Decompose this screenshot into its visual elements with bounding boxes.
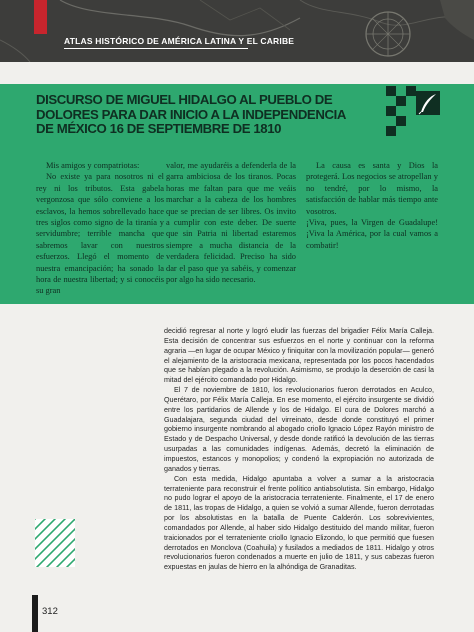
- speech-column-2: [166, 160, 296, 285]
- checker-pattern: [386, 86, 416, 136]
- article-body: [164, 327, 434, 573]
- accent-bar: [34, 0, 47, 34]
- speech-salutation: Mis amigos y compatriotas:: [46, 161, 140, 170]
- speech-paragraph: valor, me ayudaréis a defenderla de la garra ambiciosa de los tiranos. Pocas horas me faltan para que me veáis marchar a la cabeza de los hombres que se precian de ser libres. Os invito a cumplir con este deber. De suerte que sin Patria ni libertad estaremos siempre a mucha distancia de la verdadera felicidad. Preciso ha sido dar el paso que ya sabéis, y comenzar por algo ha sido necesario.: [166, 161, 296, 285]
- speech-paragraph: La causa es santa y Dios la protegerá. Los negocios se atropellan y no tendré, por lo mismo, la satisfacción de hablar más tiempo ante vosotros.: [306, 161, 438, 216]
- page-edge-stripe: [32, 595, 38, 632]
- corner-hatch-pattern: [35, 519, 75, 567]
- header-rule: [64, 48, 248, 49]
- map-illustration: [0, 0, 474, 62]
- speech-title: DISCURSO DE MIGUEL HIDALGO AL PUEBLO DE DOLORES PARA DAR INICIO A LA INDEPENDENCIA DE MÉXICO 16 DE SEPTIEMBRE DE 1810: [36, 92, 346, 136]
- speech-paragraph: No existe ya para nosotros ni el rey ni los tributos. Esta gabela vergonzosa que sólo conviene a los esclavos, la hemos sobrellevado hace tres siglos como signo de la tiranía y servidumbre; terrible mancha que sabremos lavar con nuestros esfuerzos. Llegó el momento de nuestra emancipación; ha sonado la hora de nuestra libertad; y si conocéis su gran: [36, 172, 164, 296]
- speech-column-3: [306, 160, 438, 251]
- speech-closing: ¡Viva, pues, la Virgen de Guadalupe! ¡Viva la América, por la cual vamos a combatir!: [306, 218, 438, 250]
- atlas-title: ATLAS HISTÓRICO DE AMÉRICA LATINA Y EL CARIBE: [64, 36, 295, 46]
- article-paragraph: El 7 de noviembre de 1810, los revolucionarios fueron derrotados en Aculco, Querétaro, por Félix María Calleja. En ese momento, el ejército insurgente se dividió entre los partidarios de Allende y los de Hidalgo. El cura de Dolores marchó a Guadalajara, segunda ciudad del virreinato, desde donde constituyó el primer gobierno insurgente nombrando al abogado criollo Ignacio López Rayón ministro de Estado y de Despacho Universal, y desde donde ratificó la devolución de las tierras usurpadas a las comunidades indígenas. Además, decretó la eliminación de impuestos, estancos y monopolios; y condenó la expropiación no autorizada de ganados y tierras.: [164, 386, 434, 473]
- quill-icon: [416, 91, 440, 115]
- article-paragraph: Con esta medida, Hidalgo apuntaba a volver a sumar a la aristocracia terrateniente para reconstruir el frente político antiabsolutista. Sin embargo, Hidalgo no pudo lograr el apoyo de la aristocracia terrateniente. Finalmente, el 17 de enero de 1811, las tropas de Hidalgo, a quien se volvió a sumar Allende, fueron derrotadas por los absolutistas en la batalla de Puente Calderón. Los sobrevivientes, comandados por Allende, al haber sido Hidalgo destituido del mando militar, fueron traicionados por el terrateniente criollo Ignacio Elizondo, lo que permitió que fuesen derrotados en Monclova (Coahuila) y fusilados a mediados de 1811. Hidalgo y otros revolucionarios fueron condenados a muerte en julio de 1811, y sus cabezas fueron expuestas en jaulas de hierro en la alhóndiga de Granaditas.: [164, 474, 434, 572]
- article-paragraph: decidió regresar al norte y logró eludir las fuerzas del brigadier Félix María Calleja. Esta decisión de concentrar sus esfuerzos en el norte y continuar con la reforma agraria —en lugar de ocupar México y finiquitar con la movilización popular— generó el alejamiento de la aristocracia mexicana, representada por los pocos hacendados que se habían plegado a la revolución. Asimismo, se produjo la deserción de casi la mitad del ejército comandado por Hidalgo.: [164, 327, 434, 385]
- quill-decoration: [386, 86, 442, 146]
- speech-column-1: [36, 160, 164, 297]
- page-number: 312: [42, 606, 58, 617]
- header-banner: [0, 0, 474, 62]
